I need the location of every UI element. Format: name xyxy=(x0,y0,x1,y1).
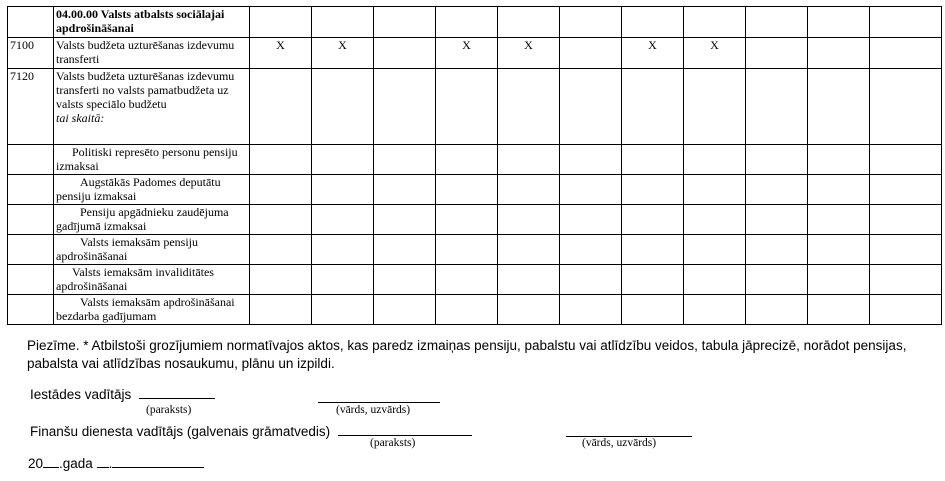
value-cell[interactable] xyxy=(622,205,684,235)
value-cell[interactable] xyxy=(560,235,622,265)
row-name xyxy=(54,175,250,205)
value-cell[interactable] xyxy=(436,175,498,205)
value-cell[interactable] xyxy=(560,145,622,175)
table-row xyxy=(8,7,942,38)
row-name xyxy=(54,69,250,145)
value-cell[interactable] xyxy=(622,7,684,38)
value-cell[interactable] xyxy=(498,175,560,205)
value-cell[interactable] xyxy=(808,38,870,69)
head-signature-line[interactable] xyxy=(139,386,215,399)
row-code xyxy=(8,145,54,175)
value-cell[interactable] xyxy=(684,145,746,175)
value-cell[interactable] xyxy=(622,235,684,265)
value-cell[interactable] xyxy=(436,205,498,235)
value-cell[interactable] xyxy=(684,69,746,145)
value-cell[interactable] xyxy=(498,235,560,265)
x-mark: X xyxy=(648,38,657,52)
value-cell[interactable] xyxy=(808,205,870,235)
head-name-line[interactable] xyxy=(318,390,440,403)
table-row xyxy=(8,235,942,265)
value-cell[interactable] xyxy=(684,295,746,325)
row-name-text: Politiski represēto personu pensiju izmaksai xyxy=(56,145,238,173)
value-cell[interactable] xyxy=(622,265,684,295)
value-cell[interactable] xyxy=(436,265,498,295)
row-name-text: Valsts budžeta uzturēšanas izdevumu transferti no valsts pamatbudžeta uz valsts speciālo budžetu xyxy=(56,69,235,111)
finance-name-caption: (vārds, uzvārds) xyxy=(582,437,657,449)
value-cell[interactable] xyxy=(808,295,870,325)
value-cell[interactable] xyxy=(746,38,808,69)
footnote: Piezīme. * Atbilstoši grozījumiem normatīvajos aktos, kas paredz izmaiņas pensiju, pabalstu vai atlīdzību veidos, tabula jāprecizē, norādot pensijas, pabalsta vai atlīdzības nosaukumu, plānu un izpildi. xyxy=(27,338,907,371)
value-cell[interactable] xyxy=(436,7,498,38)
x-mark: X xyxy=(710,38,719,52)
value-cell[interactable] xyxy=(374,69,436,145)
value-cell[interactable] xyxy=(746,7,808,38)
finance-label: Finanšu dienesta vadītājs (galvenais grāmatvedis) xyxy=(30,424,331,439)
value-cell[interactable] xyxy=(312,205,374,235)
value-cell[interactable] xyxy=(560,69,622,145)
date-prefix: 20 xyxy=(28,456,44,471)
value-cell[interactable] xyxy=(808,145,870,175)
value-cell[interactable] xyxy=(870,7,942,38)
value-cell[interactable] xyxy=(498,265,560,295)
finance-signature-line[interactable] xyxy=(338,423,472,436)
row-name-text: Pensiju apgādnieku zaudējuma gadījumā izmaksai xyxy=(56,205,229,233)
value-cell[interactable] xyxy=(250,69,312,145)
date-month-line[interactable] xyxy=(112,455,204,468)
date-year-line[interactable] xyxy=(43,455,59,468)
value-cell[interactable] xyxy=(312,175,374,205)
table-row xyxy=(8,69,942,145)
value-cell[interactable] xyxy=(312,295,374,325)
row-code xyxy=(8,295,54,325)
value-cell[interactable] xyxy=(498,7,560,38)
value-cell[interactable] xyxy=(374,265,436,295)
value-cell[interactable] xyxy=(436,235,498,265)
value-cell[interactable] xyxy=(746,69,808,145)
row-code xyxy=(8,265,54,295)
value-cell[interactable] xyxy=(436,69,498,145)
x-mark: X xyxy=(338,38,347,52)
row-name-text: Valsts budžeta uzturēšanas izdevumu transferti xyxy=(56,38,235,66)
value-cell[interactable] xyxy=(684,175,746,205)
value-cell[interactable] xyxy=(808,69,870,145)
row-code xyxy=(8,175,54,205)
value-cell[interactable] xyxy=(436,38,498,69)
value-cell[interactable] xyxy=(870,175,942,205)
value-cell[interactable] xyxy=(684,7,746,38)
value-cell[interactable] xyxy=(498,38,560,69)
row-name-text: 04.00.00 Valsts atbalsts sociālajai apdrošināšanai xyxy=(56,7,225,35)
row-name-text: Valsts iemaksām pensiju apdrošināšanai xyxy=(56,235,198,263)
head-name-caption: (vārds, uzvārds) xyxy=(336,404,411,416)
value-cell[interactable] xyxy=(250,7,312,38)
date-row xyxy=(28,455,204,471)
x-mark: X xyxy=(276,38,285,52)
value-cell[interactable] xyxy=(870,205,942,235)
date-day-line[interactable] xyxy=(97,455,109,468)
value-cell[interactable] xyxy=(374,175,436,205)
value-cell[interactable] xyxy=(870,295,942,325)
table-row xyxy=(8,38,942,69)
table-row xyxy=(8,175,942,205)
value-cell[interactable] xyxy=(622,295,684,325)
row-name xyxy=(54,295,250,325)
row-name xyxy=(54,265,250,295)
value-cell[interactable] xyxy=(560,295,622,325)
value-cell[interactable] xyxy=(808,175,870,205)
value-cell[interactable] xyxy=(374,205,436,235)
value-cell[interactable] xyxy=(374,38,436,69)
value-cell[interactable] xyxy=(746,145,808,175)
head-signature-caption: (paraksts) xyxy=(146,404,192,416)
value-cell[interactable] xyxy=(746,235,808,265)
row-subnote: tai skaitā: xyxy=(56,111,105,125)
value-cell[interactable] xyxy=(312,145,374,175)
row-name-text: Augstākās Padomes deputātu pensiju izmaksai xyxy=(56,175,221,203)
value-cell[interactable] xyxy=(312,235,374,265)
value-cell[interactable] xyxy=(870,38,942,69)
value-cell[interactable] xyxy=(808,235,870,265)
head-label: Iestādes vadītājs xyxy=(30,387,132,402)
value-cell[interactable] xyxy=(870,69,942,145)
value-cell[interactable] xyxy=(436,295,498,325)
row-code xyxy=(8,205,54,235)
value-cell[interactable] xyxy=(250,265,312,295)
value-cell[interactable] xyxy=(374,145,436,175)
value-cell[interactable] xyxy=(622,145,684,175)
value-cell[interactable] xyxy=(622,38,684,69)
row-code xyxy=(8,235,54,265)
row-code: 7100 xyxy=(8,38,54,69)
table-row xyxy=(8,295,942,325)
head-signature-row xyxy=(30,386,215,402)
value-cell[interactable] xyxy=(498,145,560,175)
value-cell[interactable] xyxy=(808,265,870,295)
table-row xyxy=(8,205,942,235)
value-cell[interactable] xyxy=(560,38,622,69)
value-cell[interactable] xyxy=(870,235,942,265)
value-cell[interactable] xyxy=(312,7,374,38)
value-cell[interactable] xyxy=(374,295,436,325)
row-name xyxy=(54,38,250,69)
value-cell[interactable] xyxy=(250,235,312,265)
value-cell[interactable] xyxy=(746,205,808,235)
row-name-text: Valsts iemaksām apdrošināšanai bezdarba gadījumam xyxy=(56,295,235,323)
value-cell[interactable] xyxy=(684,38,746,69)
value-cell[interactable] xyxy=(746,175,808,205)
value-cell[interactable] xyxy=(870,265,942,295)
table-row xyxy=(8,145,942,175)
value-cell[interactable] xyxy=(374,7,436,38)
x-mark: X xyxy=(524,38,533,52)
budget-table xyxy=(7,6,942,325)
value-cell[interactable] xyxy=(250,38,312,69)
value-cell[interactable] xyxy=(250,145,312,175)
row-name xyxy=(54,235,250,265)
value-cell[interactable] xyxy=(560,7,622,38)
value-cell[interactable] xyxy=(250,295,312,325)
value-cell[interactable] xyxy=(560,205,622,235)
value-cell[interactable] xyxy=(312,38,374,69)
value-cell[interactable] xyxy=(250,175,312,205)
row-name xyxy=(54,7,250,38)
value-cell[interactable] xyxy=(622,69,684,145)
row-code: 7120 xyxy=(8,69,54,145)
value-cell[interactable] xyxy=(312,265,374,295)
value-cell[interactable] xyxy=(746,265,808,295)
value-cell[interactable] xyxy=(622,175,684,205)
value-cell[interactable] xyxy=(312,69,374,145)
value-cell[interactable] xyxy=(436,145,498,175)
date-mid: .gada xyxy=(59,456,93,471)
value-cell[interactable] xyxy=(498,205,560,235)
x-mark: X xyxy=(462,38,471,52)
finance-name-line[interactable] xyxy=(566,424,692,437)
value-cell[interactable] xyxy=(870,145,942,175)
value-cell[interactable] xyxy=(498,69,560,145)
value-cell[interactable] xyxy=(808,7,870,38)
value-cell[interactable] xyxy=(684,265,746,295)
finance-signature-caption: (paraksts) xyxy=(370,437,416,449)
value-cell[interactable] xyxy=(374,235,436,265)
value-cell[interactable] xyxy=(746,295,808,325)
date-sep: . xyxy=(108,456,113,471)
row-name xyxy=(54,145,250,175)
row-code xyxy=(8,7,54,38)
value-cell[interactable] xyxy=(498,295,560,325)
table-row xyxy=(8,265,942,295)
value-cell[interactable] xyxy=(250,205,312,235)
row-name xyxy=(54,205,250,235)
value-cell[interactable] xyxy=(560,265,622,295)
value-cell[interactable] xyxy=(684,235,746,265)
value-cell[interactable] xyxy=(684,205,746,235)
row-name-text: Valsts iemaksām invaliditātes apdrošināšanai xyxy=(56,265,214,293)
value-cell[interactable] xyxy=(560,175,622,205)
